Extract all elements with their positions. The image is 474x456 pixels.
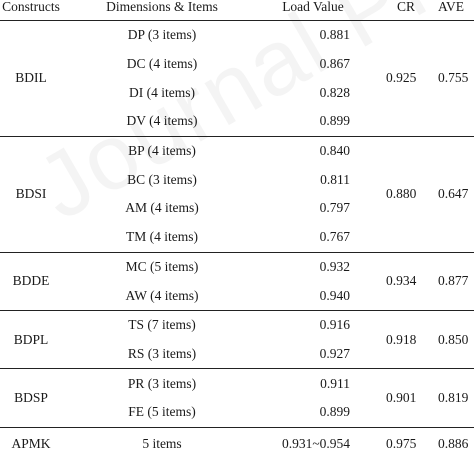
construct-cell: APMK: [0, 427, 72, 456]
cr-cell: 0.934: [374, 252, 438, 310]
ave-cell: 0.877: [438, 252, 474, 310]
cr-cell: 0.975: [374, 427, 438, 456]
header-cr: CR: [374, 0, 438, 21]
load-value-cell: 0.899: [252, 107, 374, 136]
header-load-value: Load Value: [252, 0, 374, 21]
ave-cell: 0.819: [438, 369, 474, 427]
header-ave: AVE: [438, 0, 474, 21]
dimension-cell: RS (3 items): [72, 340, 252, 369]
cr-cell: 0.918: [374, 310, 438, 368]
construct-cell: BDIL: [0, 21, 72, 137]
construct-cell: BDSI: [0, 136, 72, 252]
load-value-cell: 0.881: [319, 27, 350, 43]
table-body: [0, 21, 474, 456]
load-value-cell: 0.811: [320, 171, 350, 187]
cr-cell: 0.901: [374, 369, 438, 427]
load-value-cell: 0.867: [319, 56, 350, 72]
table-row: [0, 21, 474, 50]
load-value-cell: 0.899: [252, 398, 374, 427]
cr-cell: 0.880: [374, 136, 438, 252]
table-row: [0, 310, 474, 339]
dimension-cell: DC (4 items): [126, 56, 198, 72]
dimension-cell: 5 items: [72, 427, 252, 456]
dimension-cell: AM (4 items): [125, 200, 199, 216]
dimension-cell: PR (3 items): [127, 375, 197, 391]
table-row: [0, 252, 474, 281]
ave-cell: 0.755: [438, 21, 474, 137]
dimension-cell: MC (5 items): [125, 258, 199, 274]
dimension-cell: BP (4 items): [128, 143, 196, 159]
header-row: [0, 0, 474, 21]
load-value-cell: 0.797: [319, 200, 350, 216]
header-dimensions: Dimensions & Items: [72, 0, 252, 21]
dimension-cell: TS (7 items): [128, 317, 196, 333]
cr-cell: 0.925: [374, 21, 438, 137]
construct-cell: BDPL: [0, 310, 72, 368]
load-value-cell: 0.916: [319, 317, 350, 333]
table-row: [0, 136, 474, 165]
construct-cell: BDDE: [0, 252, 72, 310]
load-value-cell: 0.927: [252, 340, 374, 369]
ave-cell: 0.647: [438, 136, 474, 252]
header-constructs: Constructs: [0, 0, 72, 21]
dimension-cell: AW (4 items): [72, 281, 252, 310]
load-value-cell: 0.828: [319, 84, 350, 100]
load-value-cell: 0.911: [320, 375, 350, 391]
load-value-cell: 0.940: [252, 281, 374, 310]
construct-cell: BDSP: [0, 369, 72, 427]
load-value-cell: 0.767: [252, 223, 374, 252]
table-row: [0, 369, 474, 398]
load-value-cell: 0.932: [319, 258, 350, 274]
load-value-cell: 0.931~0.954: [252, 427, 374, 456]
dimension-cell: BC (3 items): [127, 171, 197, 187]
ave-cell: 0.886: [438, 427, 474, 456]
ave-cell: 0.850: [438, 310, 474, 368]
dimension-cell: FE (5 items): [72, 398, 252, 427]
load-value-cell: 0.840: [319, 143, 350, 159]
dimension-cell: DI (4 items): [129, 84, 195, 100]
dimension-cell: TM (4 items): [72, 223, 252, 252]
dimension-cell: DV (4 items): [72, 107, 252, 136]
dimension-cell: DP (3 items): [127, 27, 197, 43]
table-row: [0, 427, 474, 456]
